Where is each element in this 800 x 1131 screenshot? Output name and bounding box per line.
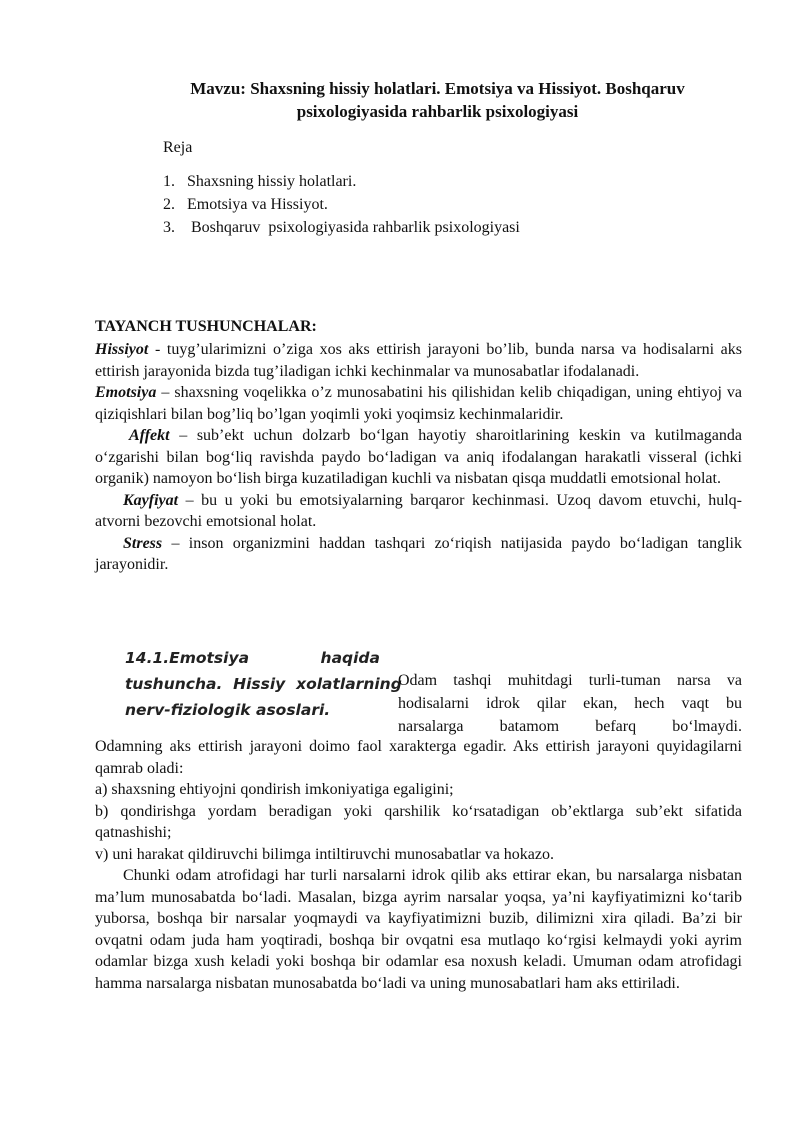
reflection-list-item: v) uni harakat qildiruvchi bilimga intiltiruvchi munosabatlar va hokazo.	[95, 845, 554, 863]
concept-definition: bu u yoki bu emotsiyalarning barqaror kechinmasi. Uzoq davom etuvchi, hulq-atvorni bezovchi emotsional holat.	[95, 491, 743, 530]
plan-item-text: Emotsiya va Hissiyot.	[187, 196, 328, 213]
section-heading-line-3: nerv-fiziologik asoslari.	[125, 701, 331, 719]
document-title-line-2: psixologiyasida rahbarlik psixologiyasi	[296, 102, 579, 121]
plan-item-number: 2.	[163, 196, 175, 213]
plan-list	[163, 170, 520, 239]
document-title-line-1: Mavzu: Shaxsning hissiy holatlari. Emotsiya va Hissiyot. Boshqaruv	[190, 79, 685, 98]
section-heading-line-2: tushuncha. Hissiy xolatlarning	[125, 675, 402, 693]
concept-sep: –	[162, 534, 189, 552]
side-text-line: hodisalarni idrok qilar ekan, hech vaqt bu	[398, 695, 742, 712]
concept-hissiyot	[95, 339, 742, 382]
concept-definition: tuyg’ularimizni o’ziga xos aks ettirish jarayoni bo’lib, bunda narsa va hodisalarni aks ettirish jarayonida bizda tug’iladigan ichki kechinmalar va munosabatlar ifodalanadi.	[95, 341, 742, 380]
concept-term: Affekt	[129, 427, 170, 444]
concept-stress	[95, 533, 742, 576]
key-concepts-heading: TAYANCH TUSHUNCHALAR:	[95, 318, 317, 335]
plan-item-number: 1.	[163, 173, 175, 190]
plan-item	[163, 216, 520, 239]
concept-affekt	[95, 425, 742, 490]
plan-item-text: Boshqaruv psixologiyasida rahbarlik psixologiyasi	[187, 219, 520, 236]
concept-sep: –	[156, 384, 175, 401]
plan-label: Reja	[163, 139, 193, 156]
reflection-list-item: a) shaxsning ehtiyojni qondirish imkoniyatiga egaligini;	[95, 781, 454, 798]
section-intro-continuation: Odamning aks ettirish jarayoni doimo faol xarakterga egadir. Aks ettirish jarayoni quyidagilarni qamrab oladi:	[95, 738, 742, 777]
concept-sep: –	[169, 427, 197, 444]
concept-sep: –	[178, 491, 202, 509]
concept-kayfiyat	[95, 490, 742, 533]
section-heading-part-1: 14.1.Emotsiya	[125, 649, 250, 667]
concept-term: Kayfiyat	[123, 491, 179, 509]
plan-item	[163, 193, 520, 216]
plan-item-number: 3.	[163, 219, 175, 236]
concept-definition: inson organizmini haddan tashqari zo‘riqish natijasida paydo bo‘ladigan tanglik jarayonidir.	[95, 534, 742, 573]
concept-sep: -	[148, 341, 167, 358]
section-heading	[125, 645, 402, 723]
concept-emotsiya	[95, 382, 742, 425]
key-concepts-list	[95, 339, 742, 576]
plan-item-text: Shaxsning hissiy holatlari.	[187, 173, 357, 190]
concept-definition: sub’ekt uchun dolzarb bo‘lgan hayotiy sharoitlarining keskin va kutilmaganda o‘zgarishi bilan bog‘liq ravishda paydo bo‘ladigan va aniq ifodalangan harakatli visseral (ichki organik) namoyon bo‘lish birga kuzatiladigan kuchli va nisbatan qisqa muddatli emotsional holat.	[95, 427, 742, 487]
plan-item	[163, 170, 520, 193]
reflection-list-item: b) qondirishga yordam beradigan yoki qarshilik ko‘rsatadigan ob’ektlarga sub’ekt sifatida qatnashishi;	[95, 802, 742, 841]
section-intro-side-text	[398, 669, 742, 738]
final-paragraph: Chunki odam atrofidagi har turli narsalarni idrok qilib aks ettirar ekan, bu narsalarga nisbatan ma’lum munosabatda bo‘ladi. Masalan, bizga ayrim narsalar yoqsa, ya’ni kayfiyatimizni ko‘tarib yuborsa, boshqa bir narsalar yoqmaydi va kayfiyatimizni buzib, dilimizni xira qiladi. Ba’zi bir ovqatni odam juda ham yoqtiradi, boshqa bir ovqatni esa mutlaqo ko‘rgisi kelmaydi yoki ayrim odamlar bizga xush keladi yoki boshqa bir odamlar esa noxush keladi. Umuman odam atrofidagi hamma narsalarga nisbatan munosabatda bo‘ladi va uning munosabatlari ham aks ettiriladi.	[95, 867, 742, 992]
concept-definition: shaxsning voqelikka o’z munosabatini his qilishidan kelib chiqadigan, uning ehtiyoj va qiziqishlari bilan bog’liq bo’lgan yoqimli yoki yoqimsiz kechinmalaridir.	[95, 384, 743, 423]
concept-term: Stress	[123, 534, 163, 552]
concept-term: Hissiyot	[95, 341, 149, 358]
section-heading-part-2: haqida	[320, 649, 380, 667]
concept-term: Emotsiya	[95, 384, 157, 401]
side-text-line: Odam tashqi muhitdagi turli-tuman narsa va	[398, 672, 742, 689]
section-body	[95, 736, 742, 994]
side-text-line: narsalarga batamom befarq bo‘lmaydi.	[398, 718, 742, 735]
